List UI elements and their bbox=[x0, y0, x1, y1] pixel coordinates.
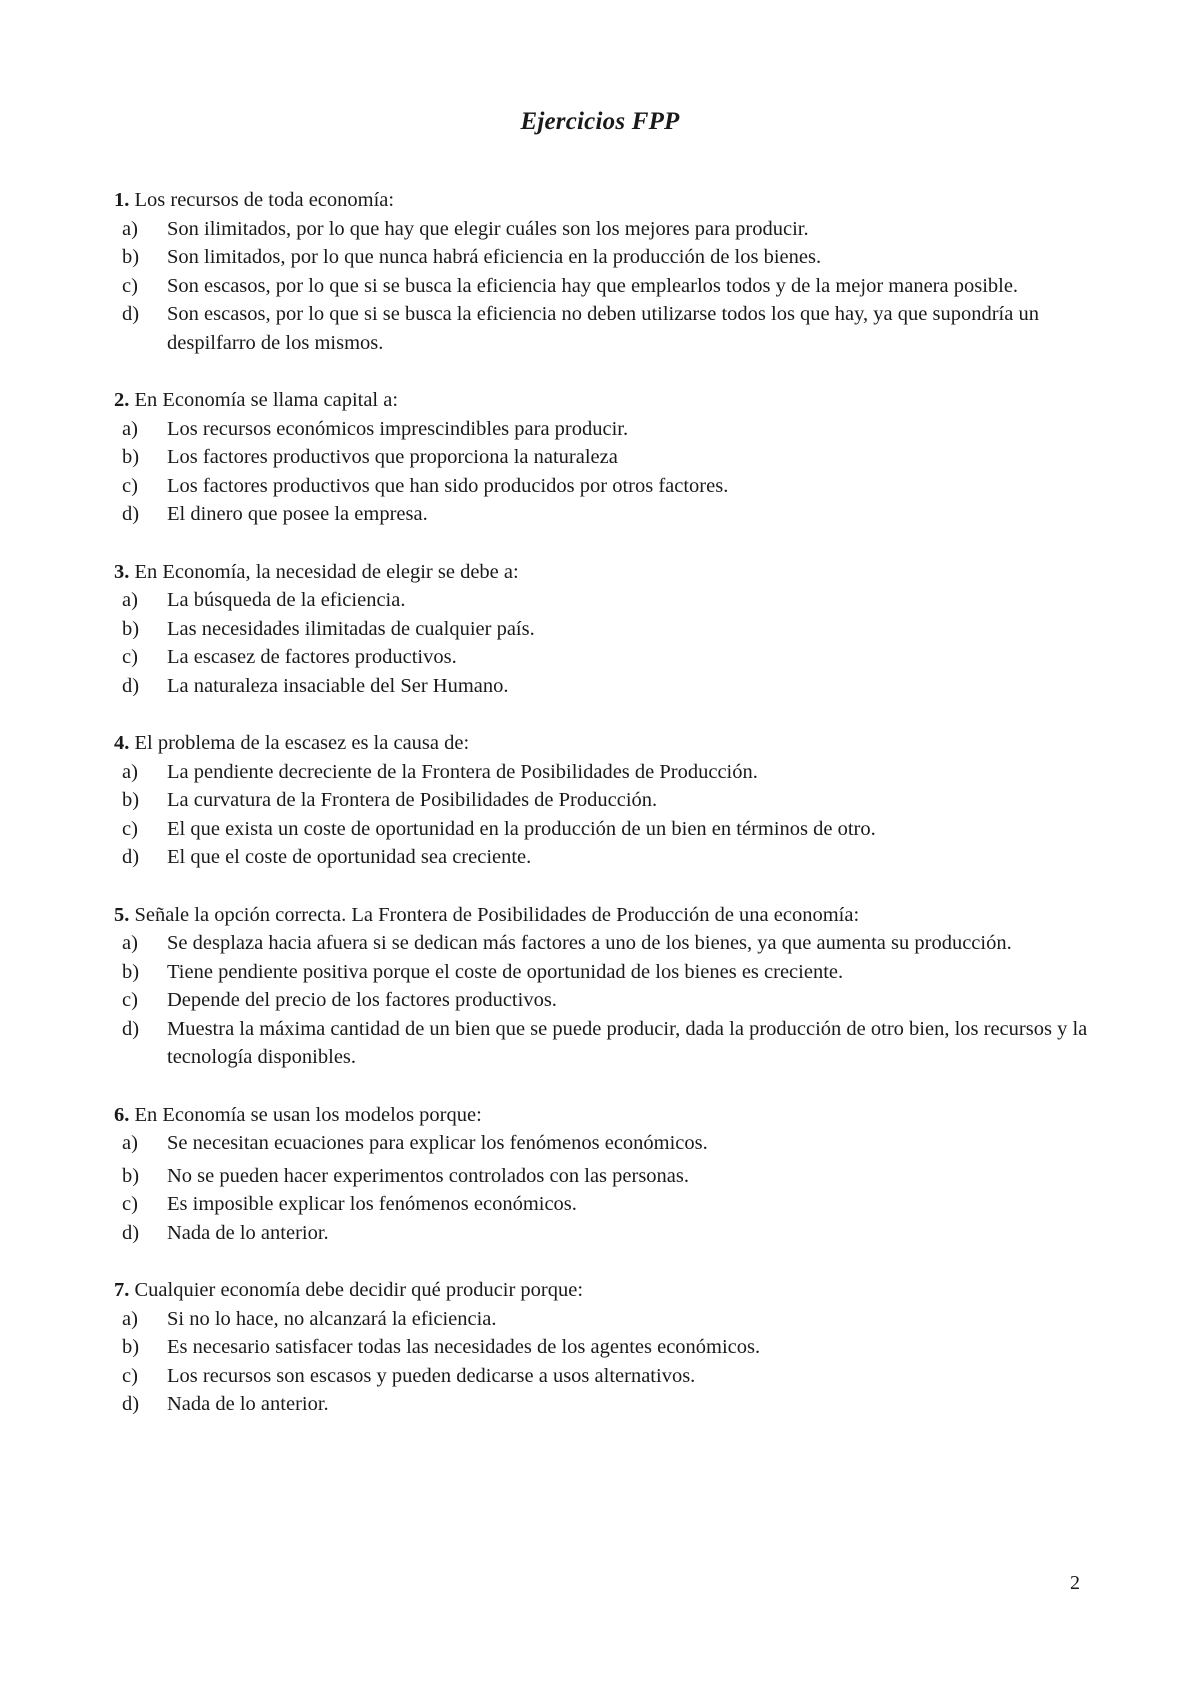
option-item bbox=[114, 786, 1104, 815]
option-item bbox=[114, 643, 1104, 672]
option-item bbox=[114, 1390, 1104, 1419]
option-text: Nada de lo anterior. bbox=[167, 1221, 329, 1244]
option-letter: d) bbox=[122, 674, 140, 697]
option-letter: a) bbox=[122, 1307, 138, 1330]
option-letter: c) bbox=[122, 1364, 138, 1387]
option-text: La naturaleza insaciable del Ser Humano. bbox=[167, 674, 509, 697]
page-title: Ejercicios FPP bbox=[520, 108, 680, 135]
option-item bbox=[114, 500, 1104, 529]
question-1-text bbox=[114, 186, 1104, 215]
option-letter: d) bbox=[122, 1393, 140, 1415]
option-item bbox=[114, 472, 1104, 501]
question-5-text bbox=[114, 901, 1104, 930]
question-number: 4. bbox=[114, 732, 130, 754]
option-item bbox=[114, 1305, 1104, 1334]
option-letter: d) bbox=[122, 303, 140, 325]
option-item bbox=[114, 1015, 1104, 1072]
option-item bbox=[114, 1333, 1104, 1362]
option-text: No se pueden hacer experimentos controlados con las personas. bbox=[167, 1164, 690, 1187]
option-letter: c) bbox=[122, 646, 138, 668]
question-2-text bbox=[114, 386, 1104, 415]
question-number: 1. bbox=[114, 189, 130, 211]
option-text: Las necesidades ilimitadas de cualquier país. bbox=[167, 617, 535, 640]
question-stem: El problema de la escasez es la causa de: bbox=[129, 732, 470, 754]
option-letter: b) bbox=[122, 446, 140, 468]
question-number: 2. bbox=[114, 389, 130, 411]
option-item bbox=[114, 243, 1104, 272]
option-letter: c) bbox=[122, 274, 138, 297]
option-text: Son limitados, por lo que nunca habrá eficiencia en la producción de los bienes. bbox=[167, 246, 822, 268]
option-letter: b) bbox=[122, 789, 140, 811]
option-item bbox=[114, 443, 1104, 472]
option-text: La pendiente decreciente de la Frontera de Posibilidades de Producción. bbox=[167, 760, 758, 783]
option-text: Se necesitan ecuaciones para explicar los fenómenos económicos. bbox=[167, 1132, 708, 1154]
option-item bbox=[114, 815, 1104, 844]
option-list bbox=[114, 215, 1104, 358]
option-item bbox=[114, 272, 1104, 301]
question-stem: En Economía, la necesidad de elegir se debe a: bbox=[129, 560, 519, 583]
option-text: La curvatura de la Frontera de Posibilidades de Producción. bbox=[167, 789, 658, 811]
option-letter: a) bbox=[122, 417, 138, 440]
option-item bbox=[114, 1129, 1104, 1158]
option-list bbox=[114, 586, 1104, 700]
option-item bbox=[114, 1190, 1104, 1219]
option-text: Son escasos, por lo que si se busca la eficiencia no deben utilizarse todos los que hay, ya que supondría un despilfarro de los mismos. bbox=[167, 303, 1039, 354]
option-text: Es necesario satisfacer todas las necesidades de los agentes económicos. bbox=[167, 1336, 761, 1358]
question-number: 5. bbox=[114, 903, 130, 926]
option-text: Los recursos son escasos y pueden dedicarse a usos alternativos. bbox=[167, 1364, 696, 1387]
question-number: 7. bbox=[114, 1279, 130, 1301]
question-stem: Cualquier economía debe decidir qué producir porque: bbox=[129, 1279, 584, 1301]
question-7-text bbox=[114, 1276, 1104, 1305]
option-letter: b) bbox=[122, 617, 140, 640]
option-item bbox=[114, 929, 1104, 958]
option-text: Son escasos, por lo que si se busca la eficiencia hay que emplearlos todos y de la mejor manera posible. bbox=[167, 274, 1019, 297]
option-text: La escasez de factores productivos. bbox=[167, 646, 457, 668]
option-list bbox=[114, 758, 1104, 872]
option-list bbox=[114, 929, 1104, 1072]
question-4-text bbox=[114, 729, 1104, 758]
question-3-text bbox=[114, 558, 1104, 587]
option-text: El dinero que posee la empresa. bbox=[167, 503, 428, 525]
page-number: 2 bbox=[1070, 1572, 1080, 1594]
option-item bbox=[114, 300, 1104, 357]
option-item bbox=[114, 215, 1104, 244]
option-letter: d) bbox=[122, 1221, 140, 1244]
question-7 bbox=[114, 1276, 1104, 1419]
option-list bbox=[114, 1305, 1104, 1419]
option-text: El que exista un coste de oportunidad en la producción de un bien en términos de otro. bbox=[167, 817, 876, 840]
option-letter: b) bbox=[122, 960, 140, 983]
option-item bbox=[114, 843, 1104, 872]
option-letter: d) bbox=[122, 1017, 140, 1040]
option-text: El que el coste de oportunidad sea creciente. bbox=[167, 846, 532, 868]
question-5 bbox=[114, 901, 1104, 1072]
question-number: 6. bbox=[114, 1103, 130, 1126]
option-item bbox=[114, 986, 1104, 1015]
question-stem: Los recursos de toda economía: bbox=[129, 189, 395, 211]
option-letter: c) bbox=[122, 989, 138, 1011]
option-letter: d) bbox=[122, 846, 140, 868]
option-list bbox=[114, 415, 1104, 529]
option-letter: a) bbox=[122, 1132, 138, 1154]
option-letter: c) bbox=[122, 1193, 138, 1215]
option-letter: c) bbox=[122, 474, 138, 497]
question-stem: En Economía se usan los modelos porque: bbox=[129, 1103, 482, 1126]
option-letter: d) bbox=[122, 503, 140, 525]
question-number: 3. bbox=[114, 560, 130, 583]
option-text: Muestra la máxima cantidad de un bien que se puede producir, dada la producción de otro bien, los recursos y la tecnología disponibles. bbox=[167, 1017, 1088, 1068]
option-list bbox=[114, 1129, 1104, 1247]
option-text: Los factores productivos que proporciona la naturaleza bbox=[167, 446, 618, 468]
option-text: Si no lo hace, no alcanzará la eficiencia. bbox=[167, 1307, 497, 1330]
option-text: Depende del precio de los factores productivos. bbox=[167, 989, 557, 1011]
option-text: Son ilimitados, por lo que hay que elegir cuáles son los mejores para producir. bbox=[167, 217, 809, 240]
option-letter: a) bbox=[122, 217, 138, 240]
option-letter: b) bbox=[122, 246, 140, 268]
option-letter: a) bbox=[122, 932, 138, 954]
option-item bbox=[114, 1219, 1104, 1248]
question-stem: Señale la opción correcta. La Frontera de Posibilidades de Producción de una economía: bbox=[129, 903, 860, 926]
option-item bbox=[114, 672, 1104, 701]
option-item bbox=[114, 958, 1104, 987]
option-letter: a) bbox=[122, 760, 138, 783]
option-letter: b) bbox=[122, 1164, 140, 1187]
option-text: Tiene pendiente positiva porque el coste de oportunidad de los bienes es creciente. bbox=[167, 960, 844, 983]
question-list bbox=[114, 186, 1104, 1448]
option-item bbox=[114, 1162, 1104, 1191]
question-stem: En Economía se llama capital a: bbox=[129, 389, 399, 411]
option-letter: c) bbox=[122, 817, 138, 840]
option-text: La búsqueda de la eficiencia. bbox=[167, 589, 406, 611]
question-4 bbox=[114, 729, 1104, 872]
option-letter: b) bbox=[122, 1336, 140, 1358]
option-letter: a) bbox=[122, 589, 138, 611]
question-3 bbox=[114, 558, 1104, 701]
option-text: Los factores productivos que han sido producidos por otros factores. bbox=[167, 474, 729, 497]
option-item bbox=[114, 615, 1104, 644]
question-1 bbox=[114, 186, 1104, 357]
option-item bbox=[114, 1362, 1104, 1391]
option-text: Nada de lo anterior. bbox=[167, 1393, 329, 1415]
question-2 bbox=[114, 386, 1104, 529]
option-text: Los recursos económicos imprescindibles para producir. bbox=[167, 417, 629, 440]
question-6-text bbox=[114, 1101, 1104, 1130]
option-item bbox=[114, 758, 1104, 787]
option-text: Se desplaza hacia afuera si se dedican más factores a uno de los bienes, ya que aumenta su producción. bbox=[167, 932, 1012, 954]
option-item bbox=[114, 586, 1104, 615]
option-text: Es imposible explicar los fenómenos económicos. bbox=[167, 1193, 577, 1215]
question-6 bbox=[114, 1101, 1104, 1248]
option-item bbox=[114, 415, 1104, 444]
